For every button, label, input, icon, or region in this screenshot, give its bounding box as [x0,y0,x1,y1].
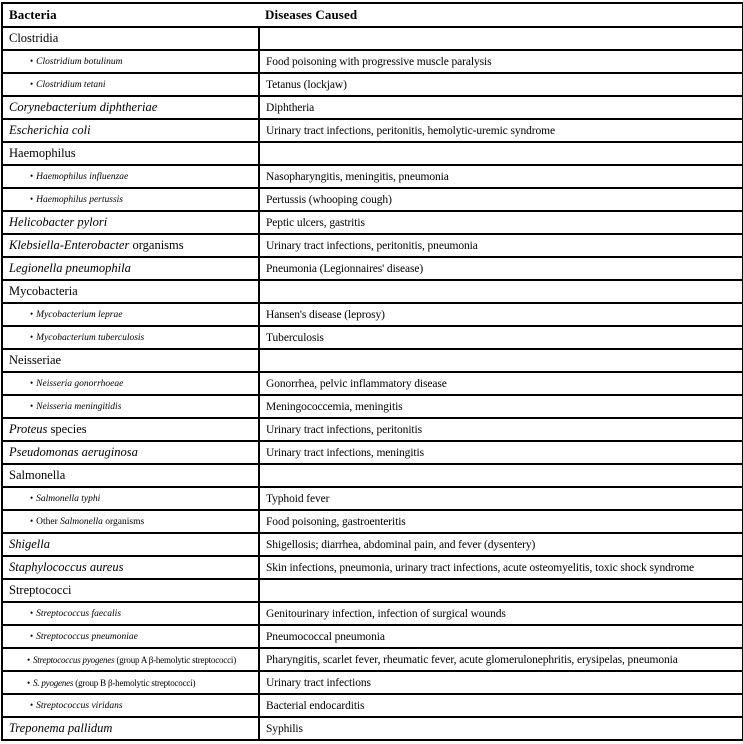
bacteria-cell [2,533,259,556]
table-row [2,119,743,142]
bacteria-cell [2,349,259,372]
disease-cell: Nasopharyngitis, meningitis, pneumonia [259,165,743,188]
disease-cell: Urinary tract infections, peritonitis, pneumonia [259,234,743,257]
table-row [2,257,743,280]
bacteria-name-segment: Haemophilus [9,146,76,160]
bacteria-name-segment: Streptococcus viridans [36,701,123,711]
table-row [2,464,743,487]
table-body [2,27,743,740]
disease-cell: Gonorrhea, pelvic inflammatory disease [259,372,743,395]
table-row [2,717,743,740]
table-row [2,165,743,188]
bacteria-name-segment: (group A β-hemolytic streptococci) [114,654,236,665]
table-row [2,533,743,556]
disease-cell: Urinary tract infections, peritonitis, hemolytic-uremic syndrome [259,119,743,142]
column-header-diseases: Diseases Caused [259,3,743,27]
table-row [2,96,743,119]
bacteria-cell [2,602,259,625]
disease-cell: Tuberculosis [259,326,743,349]
bacteria-diseases-table [1,2,743,741]
bacteria-name-segment: Legionella pneumophila [9,261,131,275]
table-row [2,349,743,372]
bacteria-cell [2,418,259,441]
bacteria-cell [2,717,259,740]
bacteria-cell [2,27,259,50]
disease-cell: Meningococcemia, meningitis [259,395,743,418]
disease-cell: Syphilis [259,717,743,740]
bacteria-cell [2,73,259,96]
disease-cell: Shigellosis; diarrhea, abdominal pain, and fever (dysentery) [259,533,743,556]
bacteria-name-segment: Clostridium tetani [36,80,106,90]
column-header-bacteria: Bacteria [2,3,259,27]
table-row [2,326,743,349]
bacteria-name-segment: Klebsiella-Enterobacter [9,238,130,252]
bacteria-cell [2,96,259,119]
disease-cell: Food poisoning, gastroenteritis [259,510,743,533]
bacteria-name-segment: Pseudomonas aeruginosa [9,445,138,459]
table-row [2,188,743,211]
table-row [2,50,743,73]
table-row [2,303,743,326]
table-row [2,234,743,257]
bacteria-name-segment: organisms [102,517,145,527]
bacteria-name-segment: Clostridia [9,31,59,45]
table-row [2,579,743,602]
bacteria-cell [2,510,259,533]
bullet-icon: • [27,654,30,665]
bacteria-name-segment: Neisseriae [9,353,62,367]
table-row [2,441,743,464]
disease-cell [259,579,743,602]
bacteria-cell [2,464,259,487]
bacteria-cell [2,165,259,188]
bullet-icon: • [30,401,34,411]
bacteria-cell [2,648,259,671]
bacteria-cell [2,556,259,579]
disease-cell [259,142,743,165]
bacteria-name-segment: Haemophilus pertussis [36,195,123,205]
table-row [2,280,743,303]
bacteria-cell [2,303,259,326]
table-row [2,395,743,418]
bacteria-name-segment: Streptococcus faecalis [36,609,122,619]
bacteria-cell [2,142,259,165]
bacteria-cell [2,625,259,648]
disease-cell: Tetanus (lockjaw) [259,73,743,96]
bullet-icon: • [30,79,34,89]
bullet-icon: • [30,332,34,342]
table-row [2,556,743,579]
disease-cell: Pneumonia (Legionnaires' disease) [259,257,743,280]
disease-cell: Peptic ulcers, gastritis [259,211,743,234]
disease-cell: Pertussis (whooping cough) [259,188,743,211]
bacteria-name-segment: Escherichia coli [9,123,91,137]
disease-cell: Urinary tract infections, peritonitis [259,418,743,441]
disease-cell [259,464,743,487]
bullet-icon: • [30,56,34,66]
bacteria-name-segment: Corynebacterium diphtheriae [9,100,158,114]
table-row [2,142,743,165]
disease-cell [259,27,743,50]
bullet-icon: • [30,378,34,388]
bacteria-cell [2,579,259,602]
disease-cell: Genitourinary infection, infection of surgical wounds [259,602,743,625]
bacteria-cell [2,257,259,280]
bacteria-name-segment: Mycobacterium leprae [36,310,123,320]
bacteria-cell [2,441,259,464]
bacteria-name-segment: Shigella [9,537,50,551]
bacteria-name-segment: Treponema pallidum [9,721,113,735]
disease-cell [259,349,743,372]
bullet-icon: • [30,516,34,526]
bacteria-cell [2,234,259,257]
bullet-icon: • [30,309,34,319]
bacteria-name-segment: Haemophilus influenzae [36,172,129,182]
bacteria-name-segment: Staphylococcus aureus [9,560,124,574]
bacteria-cell [2,487,259,510]
bacteria-name-segment: Streptococcus pneumoniae [36,632,138,642]
bacteria-name-segment: Clostridium botulinum [36,57,123,67]
bacteria-cell [2,211,259,234]
table-row [2,625,743,648]
table-row [2,671,743,694]
bullet-icon: • [30,171,34,181]
bacteria-name-segment: species [47,422,87,436]
disease-cell: Bacterial endocarditis [259,694,743,717]
bacteria-cell [2,671,259,694]
table-row [2,418,743,441]
bacteria-name-segment: S. pyogenes [32,677,74,688]
bacteria-name-segment: Neisseria meningitidis [36,402,122,412]
disease-cell: Pharyngitis, scarlet fever, rheumatic fever, acute glomerulonephritis, erysipelas, pneumonia [259,648,743,671]
bacteria-name-segment: (group B β-hemolytic streptococci) [73,677,196,688]
table-row [2,211,743,234]
bullet-icon: • [30,631,34,641]
bacteria-name-segment: Salmonella [60,517,103,527]
bullet-icon: • [30,608,34,618]
disease-cell: Pneumococcal pneumonia [259,625,743,648]
bullet-icon: • [30,493,34,503]
disease-cell: Urinary tract infections, meningitis [259,441,743,464]
disease-cell: Diphtheria [259,96,743,119]
bacteria-cell [2,119,259,142]
bacteria-name-segment: Salmonella typhi [36,494,101,504]
bacteria-name-segment: organisms [129,238,184,252]
table-row [2,27,743,50]
table-row [2,73,743,96]
bacteria-cell [2,280,259,303]
bullet-icon: • [30,700,34,710]
table-row [2,648,743,671]
header-row [2,3,743,27]
table-row [2,694,743,717]
bacteria-cell [2,694,259,717]
bullet-icon: • [30,194,34,204]
disease-cell: Typhoid fever [259,487,743,510]
bullet-icon: • [27,677,30,688]
disease-cell: Skin infections, pneumonia, urinary tract infections, acute osteomyelitis, toxic shock syndrome [259,556,743,579]
bacteria-name-segment: Streptococci [9,583,72,597]
bacteria-cell [2,326,259,349]
table-row [2,602,743,625]
bacteria-name-segment: Proteus [9,422,48,436]
disease-cell: Urinary tract infections [259,671,743,694]
disease-cell: Food poisoning with progressive muscle paralysis [259,50,743,73]
disease-cell [259,280,743,303]
bacteria-cell [2,372,259,395]
bacteria-name-segment: Mycobacteria [9,284,78,298]
bacteria-cell [2,188,259,211]
bacteria-cell [2,395,259,418]
table-row [2,487,743,510]
bacteria-name-segment: Mycobacterium tuberculosis [36,333,145,343]
bacteria-name-segment: Salmonella [9,468,66,482]
bacteria-name-segment: Other [36,517,61,527]
bacteria-name-segment: Streptococcus pyogenes [32,654,115,665]
table-row [2,510,743,533]
bacteria-name-segment: Helicobacter pylori [9,215,108,229]
bacteria-cell [2,50,259,73]
table-row [2,372,743,395]
disease-cell: Hansen's disease (leprosy) [259,303,743,326]
bacteria-name-segment: Neisseria gonorrhoeae [36,379,124,389]
